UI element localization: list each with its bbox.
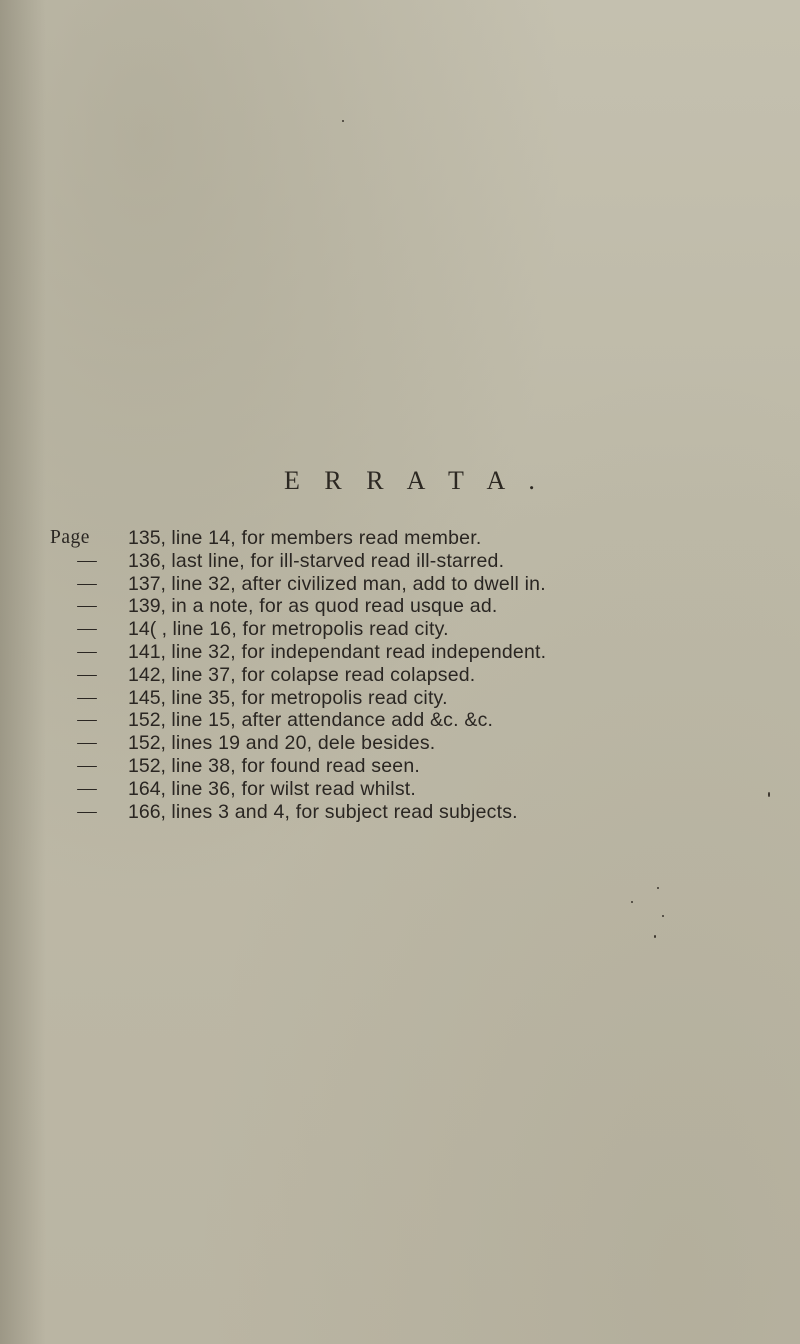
entry-text: [128, 595, 498, 618]
errata-entry: [50, 732, 780, 755]
errata-entry: [50, 801, 780, 824]
errata-entry: [50, 618, 780, 641]
entry-lead: —: [77, 663, 97, 685]
entry-text: [128, 618, 449, 641]
entry-lead: —: [77, 572, 97, 594]
entry-correction: line 32, after civilized man, add to dwell in.: [171, 572, 546, 595]
entry-page-number: 139,: [128, 595, 166, 618]
entry-lead: —: [77, 732, 97, 754]
paper-speck: [342, 120, 344, 122]
entry-text: [128, 709, 493, 732]
entry-lead: Page: [50, 527, 90, 548]
paper-speck: [631, 901, 633, 903]
entry-page-number: 164,: [128, 777, 166, 800]
entry-page-number: 152,: [128, 754, 166, 777]
errata-entry: [50, 595, 780, 618]
paper-speck: [654, 935, 656, 938]
entry-page-number: 141,: [128, 640, 166, 663]
entry-correction: line 36, for wilst read whilst.: [171, 777, 417, 800]
entry-text: [128, 573, 546, 596]
paper-speck: [768, 792, 770, 797]
errata-heading: E R R A T A .: [284, 466, 544, 495]
entry-lead: —: [77, 754, 97, 776]
errata-entry: [50, 755, 780, 778]
entry-correction: line 15, after attendance add &c. &c.: [171, 709, 494, 732]
entry-correction: lines 3 and 4, for subject read subjects.: [171, 800, 518, 823]
entry-page-number: 152,: [128, 709, 166, 732]
entry-lead: —: [77, 618, 97, 640]
entry-correction: line 35, for metropolis read city.: [171, 686, 448, 709]
entry-text: [128, 527, 481, 550]
entry-text: [128, 801, 518, 824]
errata-entry: [50, 550, 780, 573]
entry-correction: line 32, for independant read independent.: [171, 640, 547, 663]
entry-correction: line 16, for metropolis read city.: [172, 618, 449, 641]
entry-lead: —: [77, 709, 97, 731]
entry-correction: in a note, for as quod read usque ad.: [171, 595, 498, 618]
errata-entry: [50, 687, 780, 710]
entry-text: [128, 755, 420, 778]
entry-page-number: 135,: [128, 527, 166, 549]
entry-correction: line 14, for members read member.: [171, 527, 482, 549]
errata-entry: [50, 664, 780, 687]
errata-entry: [50, 573, 780, 596]
entry-correction: lines 19 and 20, dele besides.: [171, 732, 436, 755]
entry-text: [128, 641, 546, 664]
entry-page-number: 152,: [128, 732, 166, 755]
entry-lead: —: [77, 777, 97, 799]
paper-speck: [662, 915, 664, 917]
entry-page-number: 14( ,: [128, 618, 168, 641]
entry-page-number: 145,: [128, 686, 166, 709]
entry-lead: —: [77, 800, 97, 822]
errata-entry: [50, 778, 780, 801]
errata-list: [50, 527, 780, 823]
entry-page-number: 136,: [128, 549, 166, 572]
entry-page-number: 142,: [128, 663, 166, 686]
entry-lead: —: [77, 549, 97, 571]
entry-lead: —: [77, 640, 97, 662]
errata-entry: [50, 709, 780, 732]
entry-page-number: 166,: [128, 800, 166, 823]
page-gutter-shadow: [0, 0, 46, 1344]
entry-text: [128, 778, 416, 801]
paper-speck: [657, 887, 659, 889]
entry-text: [128, 664, 475, 687]
errata-entry: [50, 641, 780, 664]
entry-lead: —: [77, 686, 97, 708]
entry-text: [128, 732, 435, 755]
entry-correction: line 38, for found read seen.: [171, 754, 421, 777]
entry-page-number: 137,: [128, 572, 166, 595]
entry-lead: —: [77, 595, 97, 617]
errata-entry: [50, 527, 780, 550]
entry-correction: last line, for ill-starved read ill-starred.: [171, 549, 505, 572]
entry-correction: line 37, for colapse read colapsed.: [171, 663, 476, 686]
entry-text: [128, 550, 504, 573]
entry-text: [128, 687, 448, 710]
